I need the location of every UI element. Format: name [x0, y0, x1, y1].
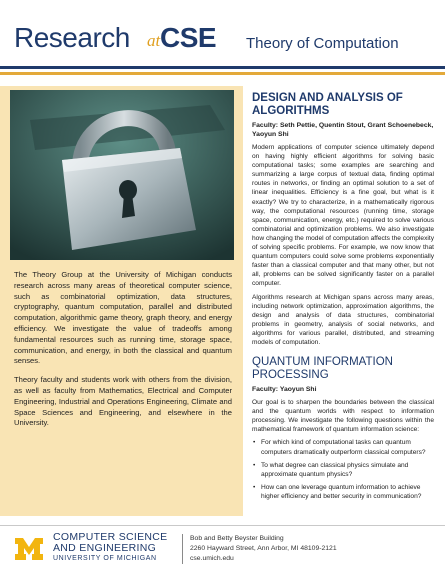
section-title-algorithms: DESIGN AND ANALYSIS OF ALGORITHMS: [252, 92, 403, 117]
algorithms-paragraph-2: Algorithms research at Michigan spans across many areas, including network optimization, approximation algorithms, the design and analysis of data structures, combinatorial problems in geometry, analysis of social networks, and algorithms for various parallel, distributed, and streaming models of computation.: [252, 293, 434, 346]
block-m-logo: [14, 534, 44, 564]
title-cse: CSE: [160, 22, 217, 53]
intro-paragraph-1: The Theory Group at the University of Michigan conducts research across many areas of theoretical computer science, such as combinatorial optimization, data structures, cryptography, quantum computation, parallel and distributed computation, algorithmic game theory, graph theory, and energy efficiency. We investigate the value of tradeoffs among fundamental resources such as running time, storage space, communication, and energy, in both the classical and quantum senses.: [14, 270, 232, 366]
quantum-questions: [252, 438, 434, 501]
main-column: [252, 92, 434, 505]
intro-text: [14, 270, 232, 437]
padlock-icon: [10, 90, 234, 260]
dept-name-line-2: AND ENGINEERING: [53, 542, 157, 554]
university-name: UNIVERSITY OF MICHIGAN: [53, 555, 157, 562]
dept-name-line-1: COMPUTER SCIENCE: [53, 531, 168, 543]
padlock-photo: [10, 90, 234, 260]
intro-paragraph-2: Theory faculty and students work with others from the division, as well as faculty from Mathematics, Electrical and Computer Engineering, Industrial and Operations Engineering, Climate and Space Sciences and Engineering, and elsewhere in the University.: [14, 375, 232, 428]
list-item: • To what degree can classical physics simulate and approximate quantum physics?: [252, 461, 434, 479]
website-link[interactable]: cse.umich.edu: [190, 554, 234, 562]
building-name: Bob and Betty Beyster Building: [190, 535, 284, 542]
section-title-quantum: QUANTUM INFORMATION PROCESSING: [252, 356, 393, 382]
title-at: at: [147, 31, 161, 50]
quantum-paragraph-1: Our goal is to sharpen the boundaries between the classical and the quantum worlds with respect to information processing. We investigate the following questions within the mathematical framework of quantum information science:: [252, 399, 434, 434]
header: [0, 0, 445, 64]
list-item: • For which kind of computational tasks can quantum computers dramatically outperform classical computers?: [252, 438, 434, 456]
list-item: • How can one leverage quantum information to achieve higher efficiency and better security in communication?: [252, 483, 434, 501]
header-rule-blue: [0, 66, 445, 69]
footer-divider: [182, 534, 183, 564]
footer-rule: [0, 525, 445, 526]
title-research: Research: [14, 22, 130, 53]
header-rule-gold: [0, 72, 445, 75]
page-subtitle: Theory of Computation: [246, 35, 399, 52]
faculty-algorithms: Faculty: Seth Pettie, Quentin Stout, Grant Schoenebeck, Yaoyun Shi: [252, 122, 434, 138]
faculty-quantum: Faculty: Yaoyun Shi: [252, 386, 317, 394]
footer-address: [190, 534, 337, 563]
street-address: 2260 Hayward Street, Ann Arbor, MI 48109-2121: [190, 544, 337, 552]
algorithms-paragraph-1: Modern applications of computer science ultimately depend on having highly efficient algorithms for solving basic computational tasks; some examples are searching and summarizing a large corpus of textual data, finding optimal routes in networks, or finding an optimal solution to a set of linear inequalities. Efficiency is a fine goal, but what is it exactly? We try to characterize, in a mathematically rigorous way, the computational resources (running time, storage space, communication, energy, etc.) required to solve various combinatorial and optimization problems. We also investigate how changing the model of computation affects the complexity of solving specific problems. For example, we now know that quantum computers could solve some problems exponentially faster than a classical computer and that many other, but not all, problems can be solved significantly faster on a parallel computer.: [252, 144, 434, 288]
